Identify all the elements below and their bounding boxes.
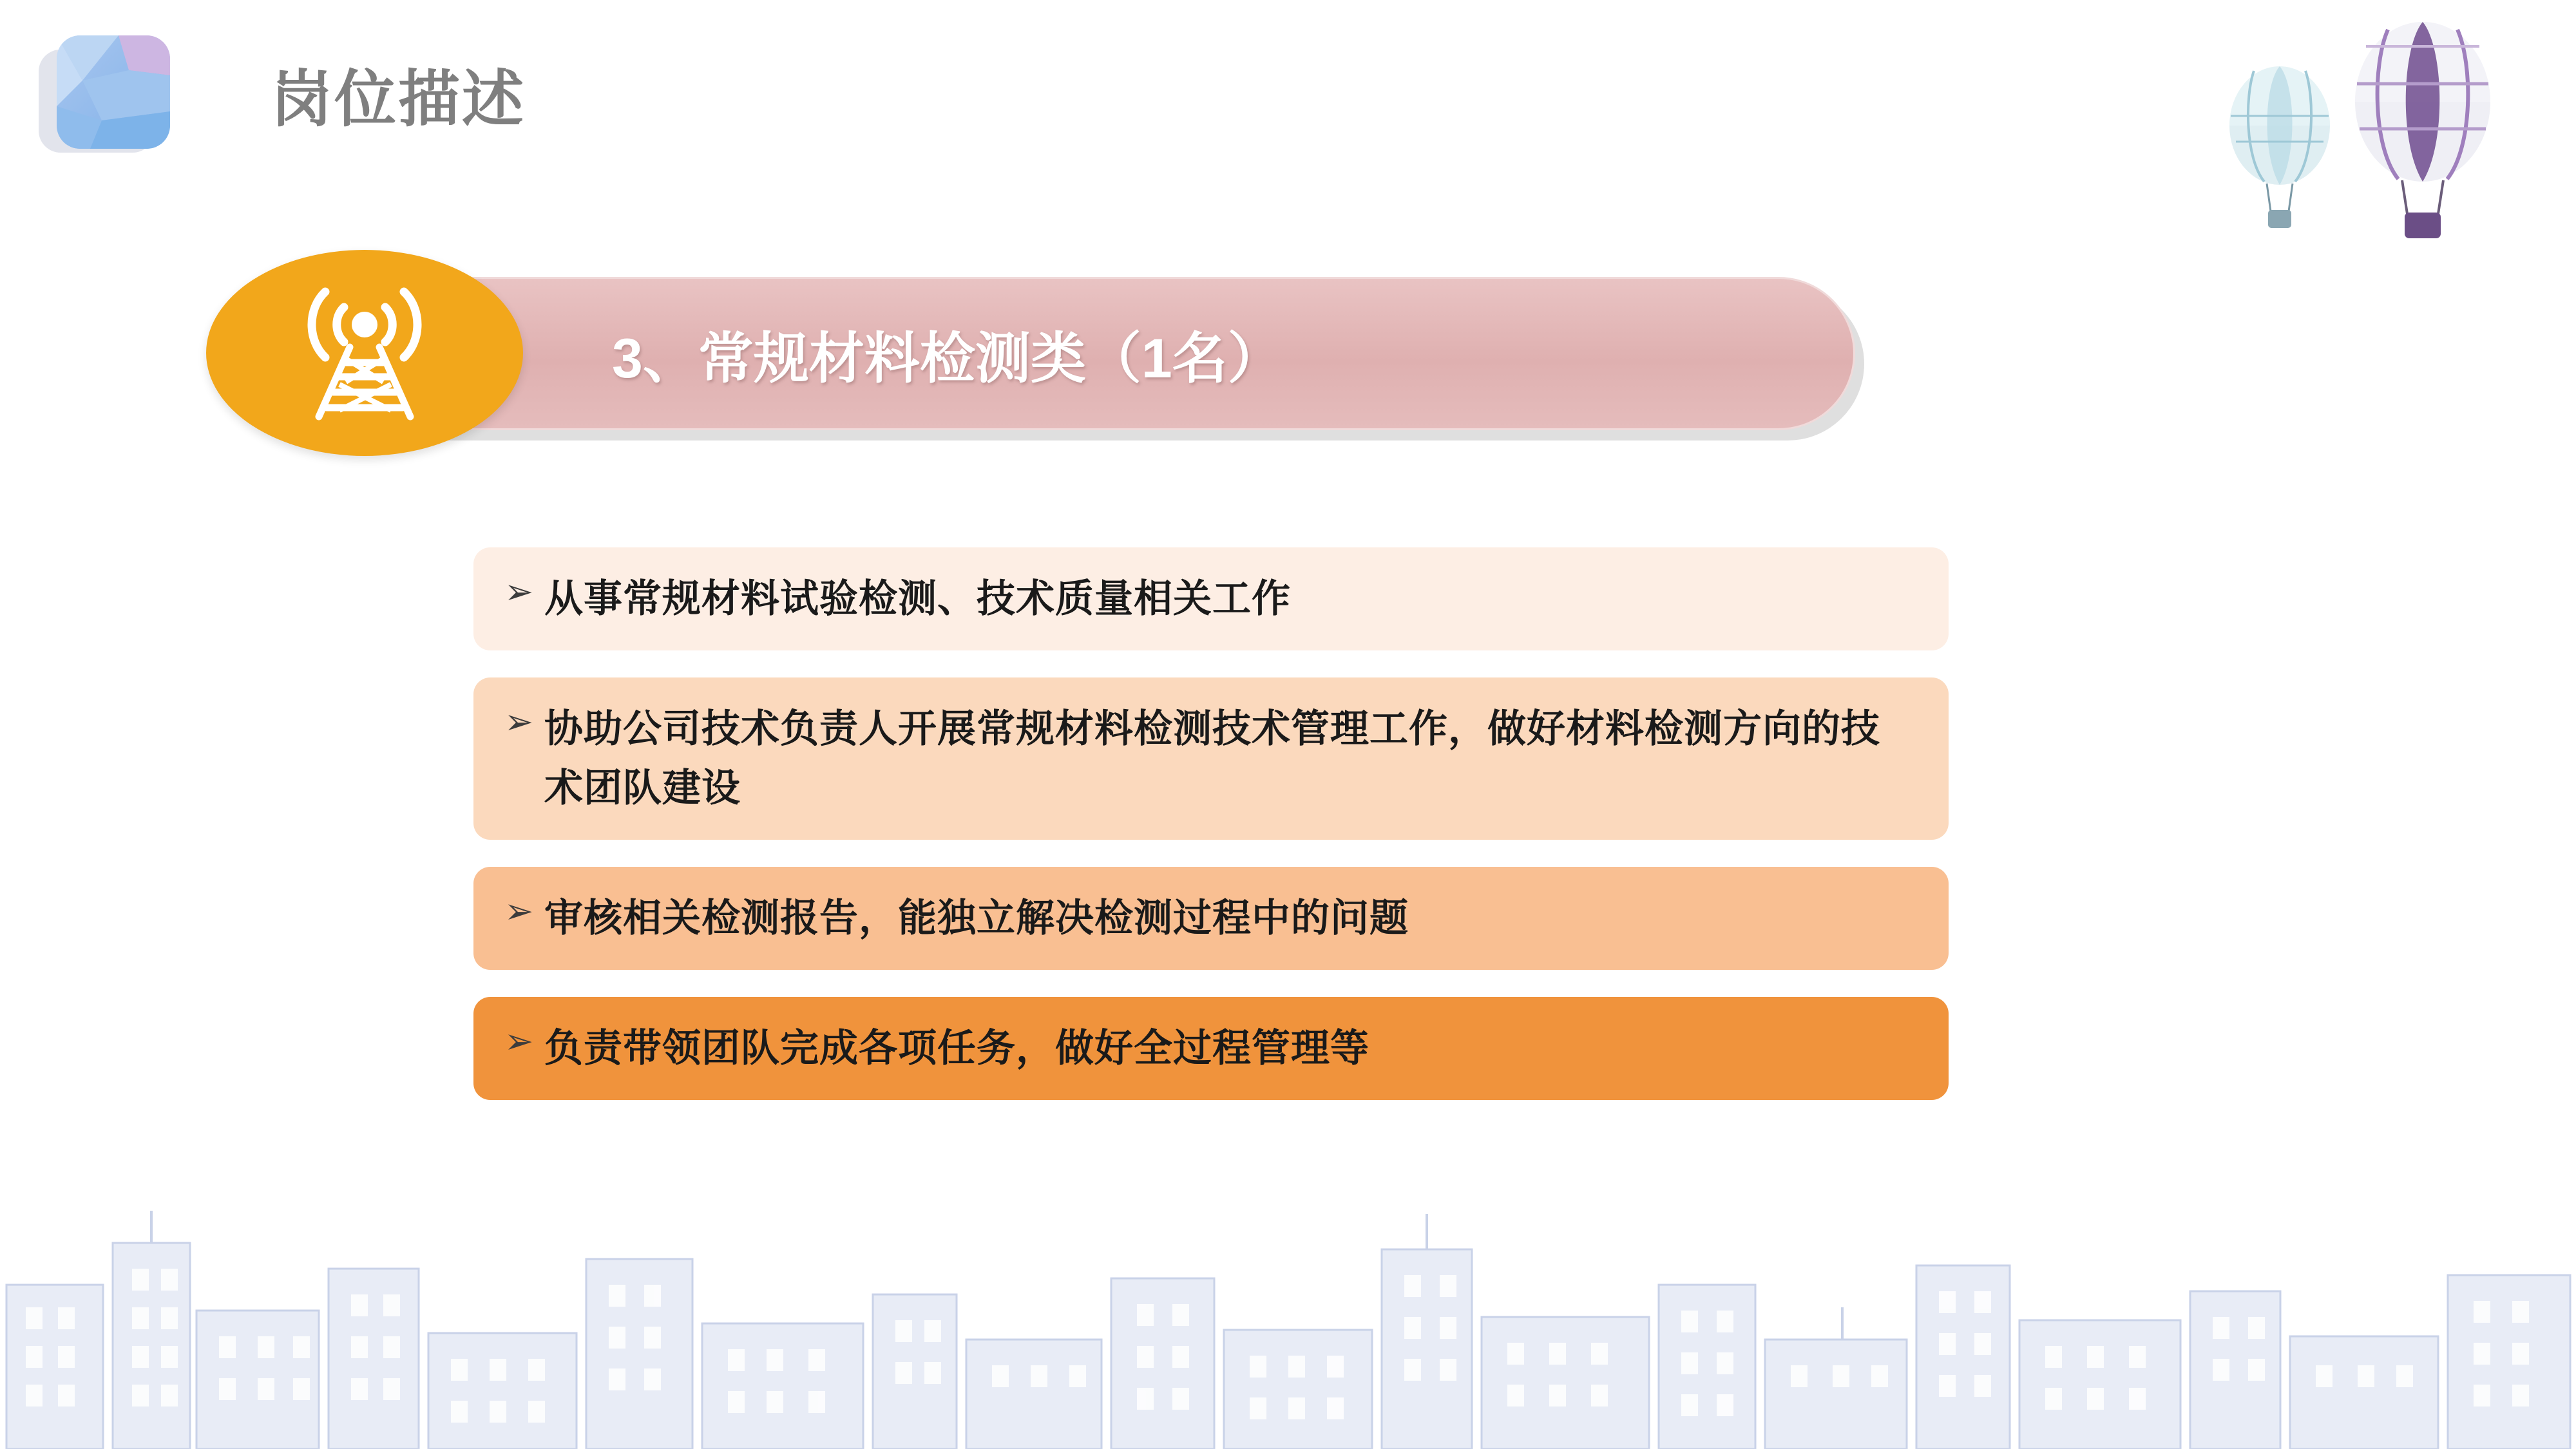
list-item	[473, 547, 1949, 650]
bullet-text: 负责带领团队完成各项任务，做好全过程管理等	[544, 1027, 1369, 1070]
section-badge	[206, 250, 523, 456]
page-title: 岗位描述	[271, 65, 526, 134]
bullet-text: 审核相关检测报告，能独立解决检测过程中的问题	[544, 896, 1409, 940]
app-tile-logo	[39, 35, 174, 158]
section-heading: 3、常规材料检测类（1名）	[612, 328, 1283, 390]
bullet-marker-icon: ➢	[504, 573, 534, 611]
bullet-list	[473, 547, 1949, 1127]
list-item	[473, 867, 1949, 970]
bullet-marker-icon: ➢	[504, 703, 534, 741]
bullet-marker-icon: ➢	[504, 892, 534, 931]
list-item	[473, 677, 1949, 840]
bullet-marker-icon: ➢	[504, 1022, 534, 1061]
hot-air-balloons-graphic	[2197, 6, 2545, 303]
logo-tile	[57, 35, 170, 149]
broadcast-tower-icon	[278, 279, 452, 427]
list-item	[473, 997, 1949, 1100]
city-skyline-graphic	[0, 1146, 2576, 1449]
bullet-text: 从事常规材料试验检测、技术质量相关工作	[544, 577, 1291, 620]
bullet-text: 协助公司技术负责人开展常规材料检测技术管理工作，做好材料检测方向的技术团队建设	[544, 707, 1880, 810]
